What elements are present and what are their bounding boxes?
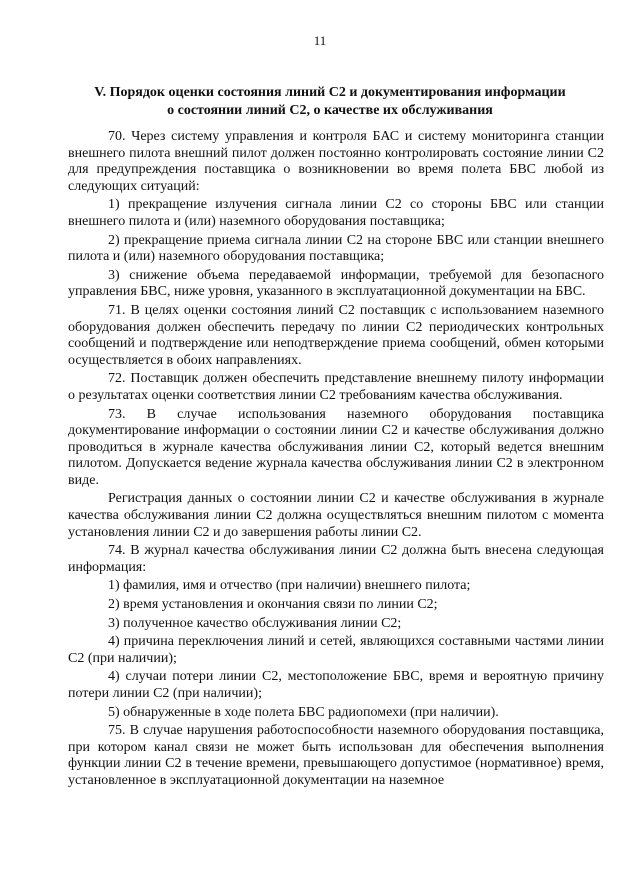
paragraph-73: 73. В случае использования наземного оборудования поставщика документирование информации о состоянии линии С2 и качестве обслуживания должно проводиться в журнале качества обслуживания линии С2, который ведется внешним пилотом. Допускается ведение журнала качества обслуживания линии С2 в электронном виде. — [68, 406, 604, 488]
paragraph-72: 72. Поставщик должен обеспечить представление внешнему пилоту информации о результатах оценки соответствия линии С2 требованиям качества обслуживания. — [68, 371, 604, 403]
page-number: 11 — [313, 33, 327, 48]
document-body — [68, 129, 604, 792]
list-item-70-2: 2) прекращение приема сигнала линии С2 на стороне БВС или станции внешнего пилота и (или) наземного оборудования поставщика; — [68, 232, 604, 265]
list-item-74-2: 2) время установления и окончания связи по линии С2; — [108, 597, 438, 613]
list-item-74-4a: 4) причина переключения линий и сетей, являющихся составными частями линии С2 (при наличии); — [68, 634, 604, 666]
list-item-74-5: 5) обнаруженные в ходе полета БВС радиопомехи (при наличии). — [108, 704, 499, 720]
section-heading — [60, 84, 600, 120]
list-item-70-3: 3) снижение объема передаваемой информации, требуемой для безопасного управления БВС, ниже уровня, указанного в эксплуатационной документации на БВС. — [68, 267, 604, 300]
section-heading-line-1: V. Порядок оценки состояния линий С2 и документирования информации — [94, 85, 566, 100]
paragraph-70: 70. Через систему управления и контроля БАС и систему мониторинга станции внешнего пилота внешний пилот должен постоянно контролировать состояние линии С2 для предупреждения поставщика о возникновении во время полета БВС любой из следующих ситуаций: — [68, 129, 604, 194]
paragraph-74: 74. В журнал качества обслуживания линии С2 должна быть внесена следующая информация: — [68, 543, 604, 575]
list-item-70-1: 1) прекращение излучения сигнала линии С2 со стороны БВС или станции внешнего пилота и (или) наземного оборудования поставщика; — [68, 197, 604, 229]
paragraph-73-registration: Регистрация данных о состоянии линии С2 и качестве обслуживания в журнале качества обслуживания линии С2 должна осуществляться внешним пилотом с момента установления линии С2 и до завершения работы линии С2. — [68, 491, 604, 540]
list-item-74-3: 3) полученное качество обслуживания линии С2; — [108, 615, 402, 631]
list-item-74-4b: 4) случаи потери линии С2, местоположение БВС, время и вероятную причину потери линии С2 (при наличии); — [68, 669, 604, 701]
section-heading-line-2: о состоянии линий С2, о качестве их обслуживания — [167, 103, 493, 118]
paragraph-71: 71. В целях оценки состояния линий С2 поставщик с использованием наземного оборудования должен обеспечить передачу по линии С2 периодических контрольных сообщений и подтверждение или неподтверждение приема сообщений, обмен которыми осуществляется в обоих направлениях. — [68, 302, 604, 368]
paragraph-75: 75. В случае нарушения работоспособности наземного оборудования поставщика, при котором канал связи не может быть использован для обеспечения выполнения функции линии С2 в течение времени, превышающего допустимое (нормативное) время, установленное в эксплуатационной документации на наземное — [68, 723, 604, 788]
list-item-74-1: 1) фамилия, имя и отчество (при наличии) внешнего пилота; — [108, 578, 471, 594]
